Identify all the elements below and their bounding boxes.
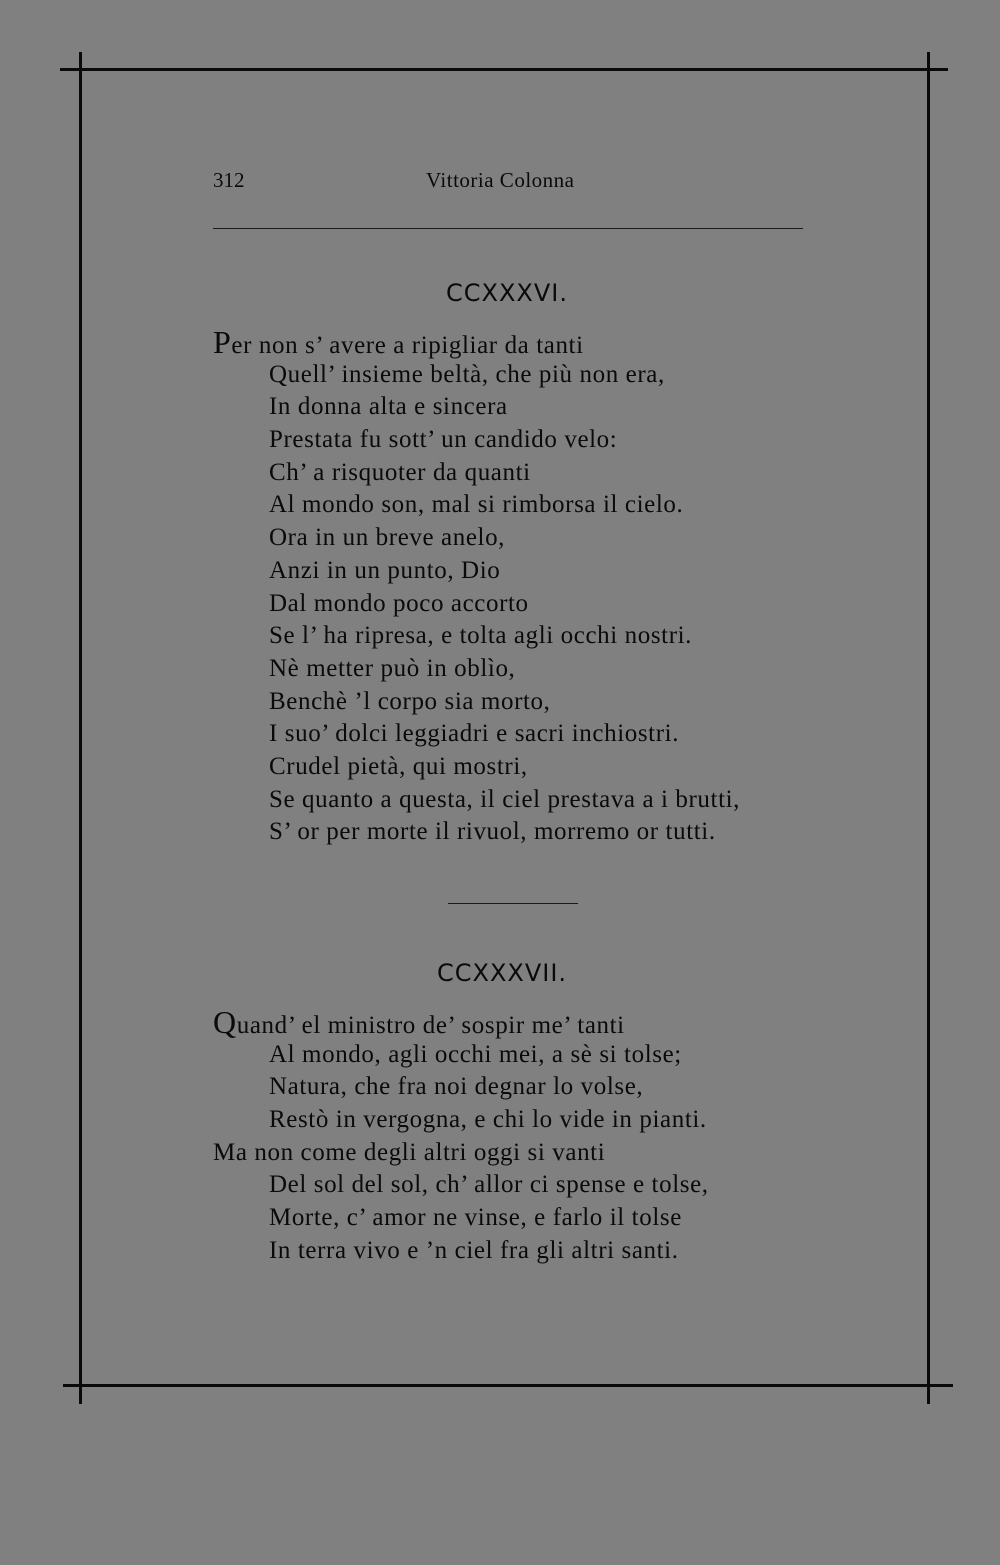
verse-line: Dal mondo poco accorto xyxy=(269,589,529,617)
initial-letter: Q xyxy=(213,1004,237,1040)
page-number: 312 xyxy=(213,168,245,192)
verse-line: Al mondo, agli occhi mei, a sè si tolse; xyxy=(269,1040,682,1068)
frame-bottom-rule xyxy=(63,1384,953,1387)
verse-line: I suo’ dolci leggiadri e sacri inchiostri. xyxy=(269,720,680,748)
verse-line xyxy=(213,326,740,359)
verse-text: er non s’ avere a ripigliar da tanti xyxy=(231,332,584,359)
verse-line: Crudel pietà, qui mostri, xyxy=(269,752,528,780)
poem-title: CCXXXVI. xyxy=(446,279,568,307)
verse-line: Del sol del sol, ch’ allor ci spense e tolse, xyxy=(269,1171,709,1199)
verse-line: In terra vivo e ’n ciel fra gli altri santi. xyxy=(269,1236,679,1264)
frame-left-rule xyxy=(79,52,82,1404)
verse-line: Se l’ ha ripresa, e tolta agli occhi nostri. xyxy=(269,622,693,650)
verse-text: uand’ el ministro de’ sospir me’ tanti xyxy=(236,1012,625,1039)
verse-line: In donna alta e sincera xyxy=(269,393,508,421)
verse-line: Restò in vergogna, e chi lo vide in pianti. xyxy=(269,1106,707,1134)
verse-line: Ma non come degli altri oggi si vanti xyxy=(213,1138,606,1166)
header-rule xyxy=(213,228,803,229)
verse-line: Anzi in un punto, Dio xyxy=(269,556,501,584)
frame-right-rule xyxy=(927,52,930,1404)
verse-line: Nè metter può in oblìo, xyxy=(269,654,516,682)
verse-line: Morte, c’ amor ne vinse, e farlo il tolse xyxy=(269,1204,682,1232)
poem-body xyxy=(213,1006,709,1268)
verse-line: Benchè ’l corpo sia morto, xyxy=(269,687,551,715)
verse-line: Ora in un breve anelo, xyxy=(269,524,506,552)
initial-letter: P xyxy=(213,324,232,360)
verse-line: Al mondo son, mal si rimborsa il cielo. xyxy=(269,491,684,519)
verse-line: Se quanto a questa, il ciel prestava a i brutti, xyxy=(269,785,741,813)
poem-title: CCXXXVII. xyxy=(437,959,568,987)
verse-line: Prestata fu sott’ un candido velo: xyxy=(269,426,618,454)
verse-line: Ch’ a risquoter da quanti xyxy=(269,458,531,486)
poem-body xyxy=(213,326,740,849)
running-head: Vittoria Colonna xyxy=(426,168,575,192)
verse-line: Quell’ insieme beltà, che più non era, xyxy=(269,360,665,388)
verse-line: S’ or per morte il rivuol, morremo or tutti. xyxy=(269,818,716,846)
page-header xyxy=(213,168,803,198)
frame-top-rule xyxy=(60,68,948,71)
section-separator xyxy=(448,903,578,904)
verse-line xyxy=(213,1006,709,1039)
verse-line: Natura, che fra noi degnar lo volse, xyxy=(269,1073,644,1101)
